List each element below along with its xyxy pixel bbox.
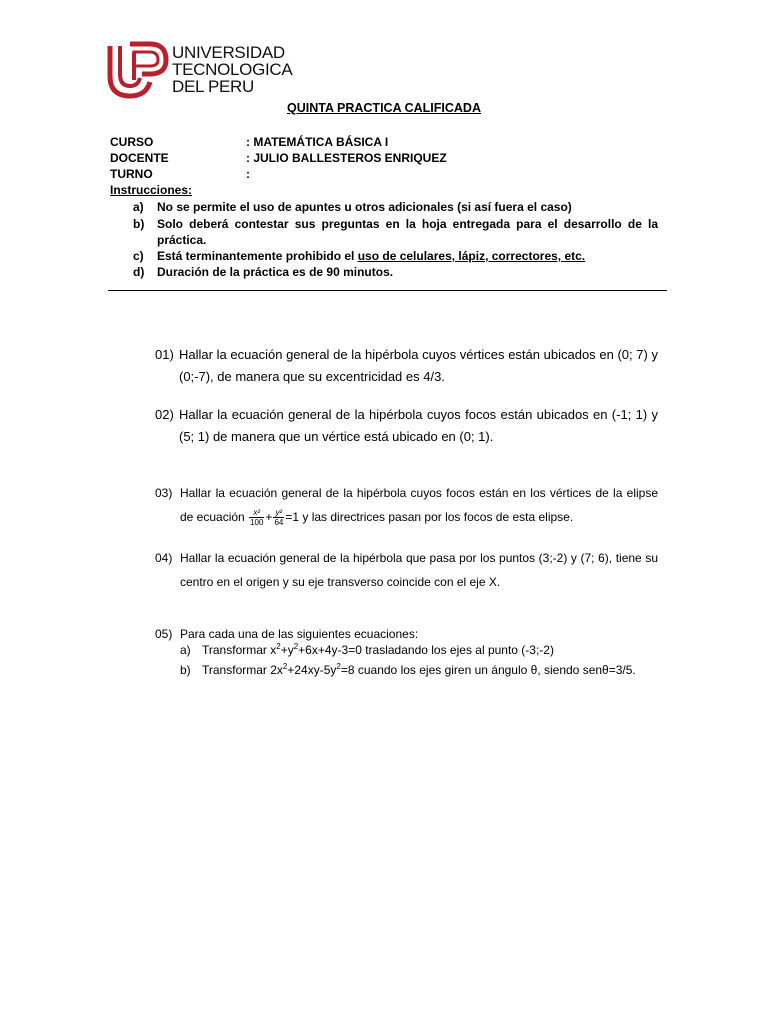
logo-line-3: DEL PERU (172, 77, 254, 96)
question-5-part-b (180, 660, 658, 680)
instruction-text: No se permite el uso de apuntes u otros adicionales (si así fuera el caso) (157, 200, 572, 214)
question-text-part: =1 y las directrices pasan por los focos de esta elipse. (285, 510, 574, 524)
instruction-letter: d) (133, 265, 145, 279)
fraction-numerator: x² (249, 508, 264, 518)
question-number: 03) (155, 486, 173, 500)
fraction-numerator: y² (273, 508, 284, 518)
turno-label: TURNO (110, 167, 153, 181)
instruction-item (133, 248, 658, 264)
instruction-item (133, 216, 658, 248)
exponent: 2 (293, 642, 299, 651)
university-logo (106, 40, 293, 102)
question-4 (155, 546, 658, 594)
docente-row (110, 150, 447, 166)
part-text-segment: =8 cuando los ejes giren un ángulo θ, siendo senθ=3/5. (340, 663, 636, 677)
instruction-text (157, 248, 658, 264)
docente-label: DOCENTE (110, 151, 169, 165)
part-text-segment: +24xy-5y (287, 663, 337, 677)
turno-value: : (246, 167, 250, 181)
exponent: 2 (336, 662, 341, 671)
question-text (180, 481, 658, 529)
instruction-letter: c) (133, 249, 144, 263)
question-text: Hallar la ecuación general de la hipérbola que pasa por los puntos (3;-2) y (7; 6), tiene su centro en el origen y su eje transverso coincide con el eje X. (180, 551, 658, 589)
exponent: 2 (282, 662, 288, 671)
part-text (202, 640, 658, 660)
question-text: Hallar la ecuación general de la hipérbola cuyos vértices están ubicados en (0; 7) y (0;-7), de manera que su excentricidad es 4/3. (179, 347, 658, 384)
part-letter: a) (180, 643, 191, 657)
header-divider (108, 290, 667, 291)
instruction-text: Solo deberá contestar sus preguntas en la hoja entregada para el desarrollo de la práctica. (157, 217, 658, 247)
curso-row (110, 134, 388, 150)
part-text-segment: +y (280, 643, 294, 657)
instruction-text: Duración de la práctica es de 90 minutos. (157, 265, 394, 279)
page-title: QUINTA PRACTICA CALIFICADA (287, 101, 481, 115)
turno-row (110, 166, 250, 182)
exponent: 2 (276, 642, 281, 651)
ellipse-fraction-x (249, 508, 264, 527)
logo-line-1: UNIVERSIDAD (172, 43, 285, 62)
instruction-item (133, 199, 658, 215)
curso-label: CURSO (110, 135, 154, 149)
question-5-part-a (180, 640, 658, 660)
logo-wordmark (172, 44, 292, 95)
instruction-letter: b) (133, 217, 145, 231)
instruction-letter: a) (133, 200, 144, 214)
question-text-part: Hallar la ecuación general de la hipérbola cuyos focos están en los vértices de la elipse de ecuación (180, 486, 658, 524)
question-number: 02) (155, 407, 174, 422)
part-text-segment: Transformar 2x (202, 663, 283, 677)
question-number: 05) (155, 627, 173, 641)
question-2 (155, 404, 658, 448)
ellipse-fraction-y (273, 508, 284, 527)
part-letter: b) (180, 663, 191, 677)
question-text: Hallar la ecuación general de la hipérbola cuyos focos están ubicados en (-1; 1) y (5; 1) de manera que un vértice está ubicado en (0; 1). (179, 407, 658, 444)
curso-value: : MATEMÁTICA BÁSICA I (246, 135, 389, 149)
part-text-segment: +6x+4y-3=0 trasladando los ejes al punto (-3;-2) (298, 643, 554, 657)
fraction-denominator: 100 (250, 518, 264, 528)
question-number: 01) (155, 347, 174, 362)
instructions-title: Instrucciones: (110, 183, 193, 197)
part-text-segment: Transformar x (202, 643, 277, 657)
question-text: Para cada una de las siguientes ecuaciones: (180, 627, 419, 641)
fraction-denominator: 64 (274, 518, 284, 528)
question-1 (155, 344, 658, 388)
prohibited-items-text: uso de celulares, lápiz, correctores, etc. (357, 249, 586, 263)
plus-sign: + (265, 510, 273, 524)
question-3 (155, 481, 658, 529)
instruction-item (133, 264, 658, 280)
utp-emblem-icon (106, 40, 170, 100)
instruction-text-part: Está terminantemente prohibido el (157, 249, 358, 263)
docente-value: : JULIO BALLESTEROS ENRIQUEZ (246, 151, 447, 165)
logo-line-2: TECNOLOGICA (172, 60, 293, 79)
question-number: 04) (155, 551, 173, 565)
part-text (202, 660, 658, 680)
